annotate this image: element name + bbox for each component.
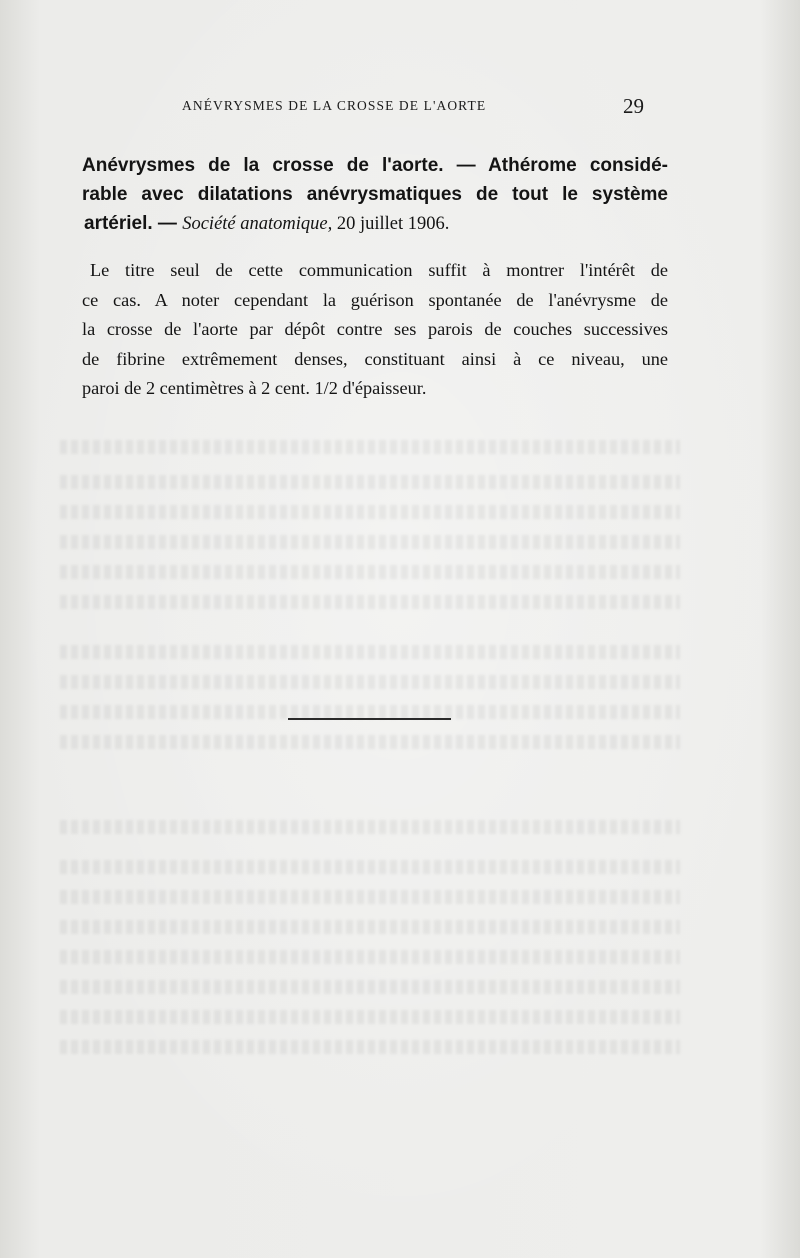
title-line: Anévrysmes de la crosse de l'aorte. — Athérome considé- (82, 155, 668, 176)
title-line: rable avec dilatations anévrysmatiques de tout le système (82, 184, 668, 205)
show-through-texture (60, 675, 680, 689)
show-through-texture (60, 950, 680, 964)
source-journal: Société anatomique, (182, 214, 333, 234)
show-through-texture (60, 890, 680, 904)
article-title (82, 151, 668, 239)
show-through-texture (60, 705, 680, 719)
body-line: ce cas. A noter cependant la guérison spontanée de l'anévrysme de (82, 289, 668, 310)
show-through-texture (60, 440, 680, 454)
show-through-texture (60, 565, 680, 579)
running-head: ANÉVRYSMES DE LA CROSSE DE L'AORTE (182, 98, 487, 113)
show-through-texture (60, 505, 680, 519)
article-source (182, 214, 449, 234)
show-through-texture (60, 535, 680, 549)
section-divider (288, 718, 451, 720)
page-number: 29 (623, 94, 644, 118)
body-line: Le titre seul de cette communication suffit à montrer l'intérêt de (90, 260, 668, 280)
body-line: de fibrine extrêmement denses, constituant ainsi à ce niveau, une (82, 348, 668, 369)
show-through-texture (60, 735, 680, 749)
show-through-texture (60, 1010, 680, 1024)
body-line: la crosse de l'aorte par dépôt contre ses parois de couches successives (82, 319, 668, 339)
title-line: artériel. — (84, 213, 177, 234)
show-through-texture (60, 980, 680, 994)
source-date: 20 juillet 1906. (336, 214, 450, 234)
show-through-texture (60, 595, 680, 609)
show-through-texture (60, 820, 680, 834)
title-line-with-source (82, 209, 668, 239)
show-through-texture (60, 645, 680, 659)
show-through-texture (60, 475, 680, 489)
show-through-texture (60, 1040, 680, 1054)
show-through-texture (60, 860, 680, 874)
show-through-texture (60, 920, 680, 934)
article-body (82, 256, 668, 404)
body-line: paroi de 2 centimètres à 2 cent. 1/2 d'épaisseur. (82, 378, 427, 398)
